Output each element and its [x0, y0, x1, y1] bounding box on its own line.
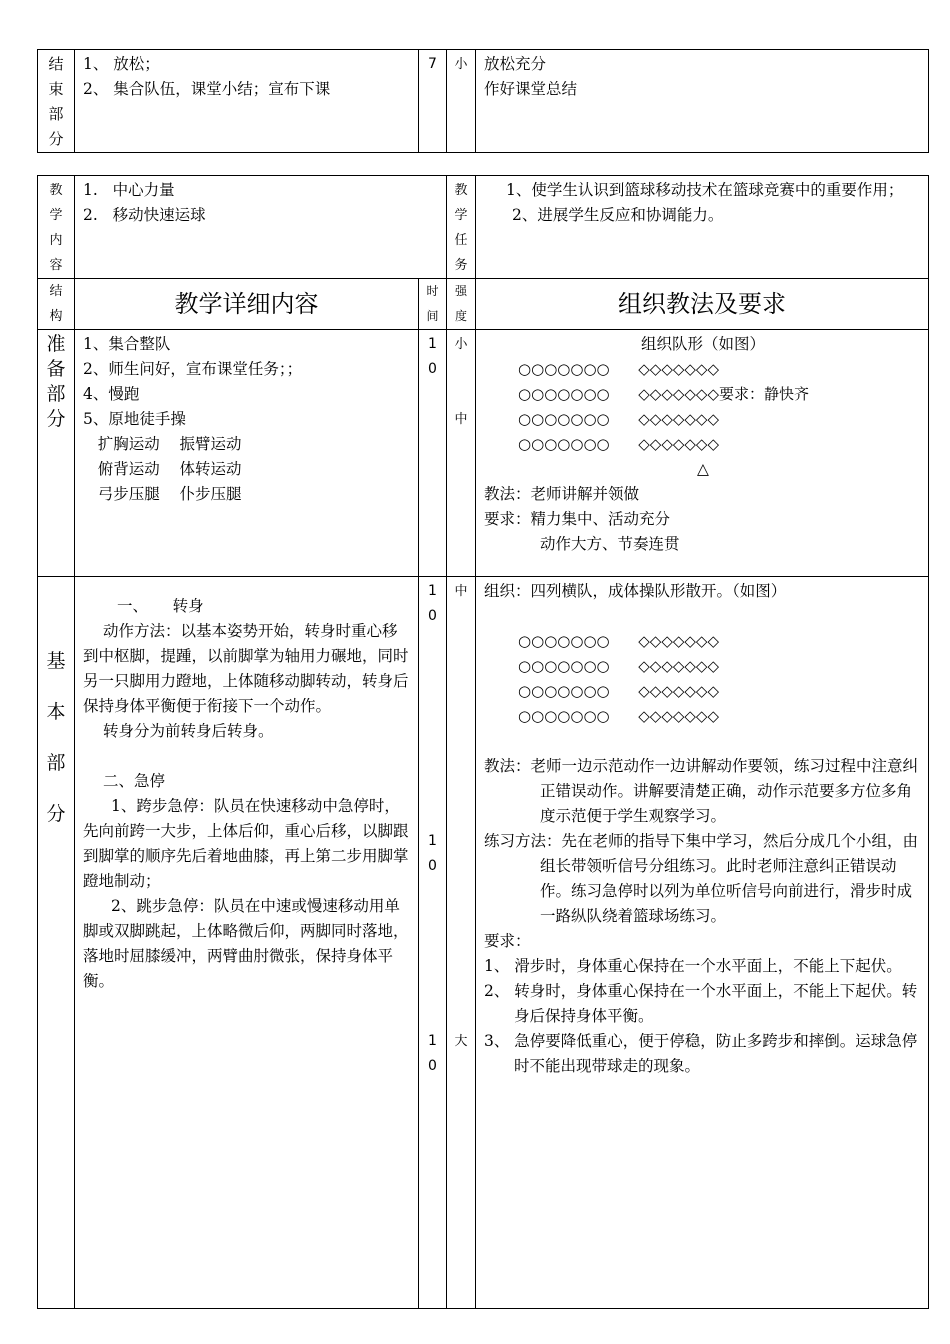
formation-row: ○○○○○○○ ◇◇◇◇◇◇◇ [518, 435, 719, 453]
requirement-item: 2、 转身时，身体重心保持在一个水平面上，不能上下起伏。转身后保持身体平衡。 [484, 982, 918, 1025]
label-char: 本 [46, 701, 66, 723]
time-digit: 0 [428, 361, 437, 377]
label-char: 教 [454, 183, 468, 198]
content-label [38, 176, 75, 279]
time-digit: 1 [428, 1033, 437, 1049]
label-char: 任 [454, 233, 468, 248]
label-char: 强 [455, 284, 468, 298]
spacer [447, 357, 475, 407]
method-line: 教法：老师讲解并领做 [484, 485, 640, 503]
basic-section-content [75, 577, 419, 1309]
practice-text: 练习方法：先在老师的指导下集中学习，然后分成几个小组，由组长带领听信号分组练习。此时老师注意纠正错误动作。练习急停时以列为单位听信号向前进行，滑步时成一路纵队绕着篮球场练习。 [484, 832, 919, 925]
requirement-line: 作好课堂总结 [484, 80, 578, 98]
label-char: 时 [426, 284, 439, 298]
spacer [484, 604, 922, 629]
content-line: 1、集合整队 [83, 335, 171, 353]
formation-title: 组织队形（如图） [641, 335, 766, 353]
content-line: 2、 集合队伍，课堂小结；宣布下课 [83, 80, 331, 98]
lesson-content [75, 176, 447, 279]
formation-row: ○○○○○○○ ◇◇◇◇◇◇◇ [518, 632, 719, 650]
label-char: 学 [454, 208, 468, 223]
method-text: 教法：老师一边示范动作一边讲解动作要领，练习过程中注意纠正错误动作。讲解要清楚正确，动作示范要多方位多角度示范便于学生观察学习。 [484, 757, 919, 825]
prep-section-intensity [447, 330, 476, 577]
prep-section-content [75, 330, 419, 577]
task-line: 1、使学生认识到篮球移动技术在篮球竞赛中的重要作用； [506, 181, 904, 199]
time-digit: 0 [428, 1058, 437, 1074]
content-line: 弓步压腿 仆步压腿 [83, 485, 242, 503]
stop-text-2: 2、跳步急停：队员在中速或慢速移动用单脚或双脚跳起，上体略微后仰，两脚同时落地，落地时屈膝缓冲，两臂曲肘微张，保持身体平衡。 [83, 897, 409, 990]
requirements-title: 要求： [484, 932, 531, 950]
prep-section-method [476, 330, 929, 577]
label-char: 分 [46, 803, 66, 825]
label-char: 间 [426, 309, 439, 323]
content-line: 俯背运动 体转运动 [83, 460, 242, 478]
organization-line: 组织：四列横队，成体操队形散开。（如图） [484, 582, 787, 600]
formation-row: ○○○○○○○ ◇◇◇◇◇◇◇ [518, 410, 719, 428]
intensity-header [447, 279, 476, 330]
intensity-value: 中 [454, 412, 468, 427]
time-digit: 1 [428, 336, 437, 352]
basic-section-intensity [447, 577, 476, 1309]
label-char: 部 [48, 105, 64, 123]
label-char: 备 [46, 358, 66, 380]
lesson-table [37, 175, 929, 1309]
intensity-value: 小 [454, 337, 468, 352]
content-line: 1、 放松； [83, 55, 160, 73]
end-section-intensity: 小 [447, 50, 476, 153]
basic-section-method [476, 577, 929, 1309]
basic-section-time [419, 577, 447, 1309]
formation-row: ○○○○○○○ ◇◇◇◇◇◇◇ [518, 707, 719, 725]
spacer [419, 629, 446, 829]
teacher-triangle-icon: △ [697, 460, 709, 478]
requirement-line: 动作大方、节奏连贯 [540, 535, 680, 553]
spacer [447, 604, 475, 1029]
time-header [419, 279, 447, 330]
content-line: 扩胸运动 振臂运动 [83, 435, 242, 453]
spacer [419, 879, 446, 1029]
content-line: 4、慢跑 [83, 385, 140, 403]
requirement-item: 1、 滑步时，身体重心保持在一个水平面上，不能上下起伏。 [484, 957, 902, 975]
formation-row: ○○○○○○○ ◇◇◇◇◇◇◇要求：静快齐 [518, 385, 809, 403]
label-char: 结 [49, 284, 63, 299]
time-digit: 0 [428, 858, 437, 874]
requirement-line: 要求：精力集中、活动充分 [484, 510, 671, 528]
turn-types: 转身分为前转身后转身。 [103, 722, 274, 740]
spacer [83, 744, 410, 769]
lesson-tasks [476, 176, 929, 279]
basic-section-label [38, 577, 75, 1309]
end-section-content [75, 50, 419, 153]
label-char: 度 [455, 309, 468, 323]
end-section-label [38, 50, 75, 153]
time-digit: 1 [428, 583, 437, 599]
content-line: 5、原地徒手操 [83, 410, 186, 428]
intensity-value: 大 [454, 1034, 468, 1049]
time-digit: 1 [428, 833, 437, 849]
label-char: 教 [49, 183, 63, 198]
label-char: 结 [48, 55, 64, 73]
prep-section-time [419, 330, 447, 577]
requirement-line: 放松充分 [484, 55, 547, 73]
label-char: 部 [46, 752, 66, 774]
end-section-requirements [476, 50, 929, 153]
end-section-time: 7 [419, 50, 447, 153]
stop-title: 二、急停 [103, 772, 166, 790]
content-line: 2、师生问好，宣布课堂任务；； [83, 360, 303, 378]
method-header: 组织教法及要求 [476, 279, 929, 330]
time-digit: 0 [428, 608, 437, 624]
label-char: 分 [46, 408, 66, 430]
content-line: 1. 中心力量 [83, 181, 175, 199]
detail-header: 教学详细内容 [75, 279, 419, 330]
label-char: 容 [49, 258, 63, 273]
formation-row: ○○○○○○○ ◇◇◇◇◇◇◇ [518, 682, 719, 700]
turn-text: 动作方法：以基本姿势开始，转身时重心移到中枢脚，提踵，以前脚掌为轴用力碾地，同时另一只脚用力蹬地，上体随移动脚转动，转身后保持身体平衡便于衔接下一个动作。 [83, 622, 409, 715]
task-line: 2、进展学生反应和协调能力。 [512, 206, 724, 224]
content-line: 2. 移动快速运球 [83, 206, 206, 224]
label-char: 基 [46, 650, 66, 672]
label-char: 准 [46, 333, 66, 355]
prep-section-label [38, 330, 75, 577]
structure-header [38, 279, 75, 330]
label-char: 束 [48, 80, 64, 98]
stop-text-1: 1、跨步急停：队员在快速移动中急停时，先向前跨一大步，上体后仰，重心后移，以脚跟到脚掌的顺序先后着地曲膝，再上第二步用脚掌蹬地制动； [83, 797, 409, 890]
intensity-value: 中 [454, 584, 468, 599]
formation-row: ○○○○○○○ ◇◇◇◇◇◇◇ [518, 360, 719, 378]
turn-title: 一、 转身 [117, 597, 204, 615]
end-section-table [37, 49, 929, 153]
formation-row: ○○○○○○○ ◇◇◇◇◇◇◇ [518, 657, 719, 675]
label-char: 学 [49, 208, 63, 223]
label-char: 分 [48, 130, 64, 148]
label-char: 内 [49, 233, 63, 248]
label-char: 构 [49, 309, 63, 324]
spacer [484, 729, 922, 754]
task-label [447, 176, 476, 279]
label-char: 部 [46, 383, 66, 405]
label-char: 务 [454, 258, 468, 273]
requirement-item: 3、 急停要降低重心，便于停稳，防止多跨步和摔倒。运球急停时不能出现带球走的现象。 [484, 1032, 918, 1075]
